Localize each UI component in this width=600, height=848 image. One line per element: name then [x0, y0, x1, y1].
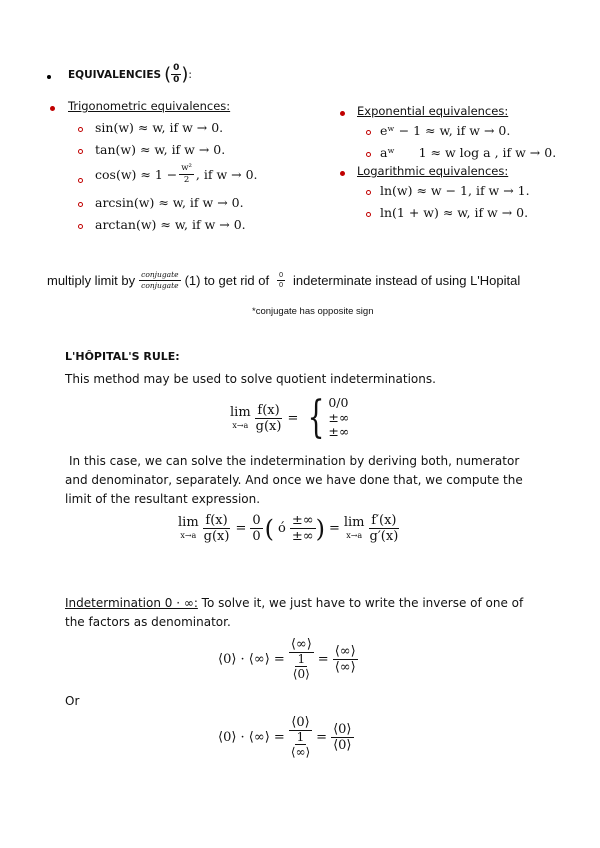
log-heading: Logarithmic equivalences:	[357, 164, 509, 178]
bullet	[78, 202, 83, 207]
indeterminate-label: Indetermination 0 · ∞:	[65, 596, 198, 610]
or-label: Or	[65, 694, 80, 708]
trig-item: tan(w) ≈ w, if w → 0.	[95, 142, 226, 157]
bullet	[366, 190, 371, 195]
equivalencies-heading: EQUIVALENCIES ( $\frac{0}{0}$ ) :	[68, 63, 192, 85]
bullet	[78, 149, 83, 154]
indeterminate-formula-1: ⟨0⟩ · ⟨∞⟩ = $\frac{⟨\infty⟩}{\frac{1}{⟨0⟩}}$ = $\frac{⟨\infty⟩}{⟨\infty⟩}$	[218, 637, 356, 681]
bullet	[78, 127, 83, 132]
bullet	[340, 111, 345, 116]
bullet	[340, 171, 345, 176]
trig-item: arcsin(w) ≈ w, if w → 0.	[95, 195, 244, 210]
lhopital-title: L'HÔPITAL'S RULE:	[65, 350, 180, 363]
trig-item-cos: cos(w) ≈ 1 − $\frac{\text{w²}}{2}$ , if w → 0.	[95, 163, 258, 185]
bullet	[366, 152, 371, 157]
trig-heading: Trigonometric equivalences:	[68, 99, 231, 113]
conjugate-fraction: $\frac{\text{conjugate}}{\text{conjugate}}$	[141, 270, 179, 290]
bullet	[78, 224, 83, 229]
expo-heading: Exponential equivalences:	[357, 104, 509, 118]
lhopital-formula-1: lim x→a $\frac{f(x)}{g(x)}$ = { 0/0 ±∞ ±∞	[230, 392, 350, 443]
bullet	[78, 178, 83, 183]
equivalencies-title: EQUIVALENCIES	[68, 68, 162, 81]
lhopital-intro: This method may be used to solve quotient indeterminations.	[65, 372, 436, 386]
bullet	[47, 75, 51, 79]
expo-item: aʷ 1 ≈ w log a , if w → 0.	[380, 145, 557, 160]
log-item: ln(1 + w) ≈ w, if w → 0.	[380, 205, 529, 220]
zero-over-zero: $\frac{0}{0}$	[279, 271, 284, 289]
indeterminate-paragraph: Indetermination 0 · ∞: To solve it, we just have to write the inverse of one of the factors as denominator.	[65, 596, 524, 629]
zero-over-zero: $\frac{0}{0}$	[173, 63, 180, 85]
trig-item: sin(w) ≈ w, if w → 0.	[95, 120, 224, 135]
indeterminate-formula-2: ⟨0⟩ · ⟨∞⟩ = $\frac{⟨0⟩}{\frac{1}{⟨\infty⟩}}$ = $\frac{⟨0⟩}{⟨0⟩}$	[218, 715, 352, 759]
bullet	[366, 130, 371, 135]
conjugate-note: *conjugate has opposite sign	[252, 306, 374, 317]
bullet	[50, 106, 55, 111]
trig-item: arctan(w) ≈ w, if w → 0.	[95, 217, 246, 232]
log-item: ln(w) ≈ w − 1, if w → 1.	[380, 183, 530, 198]
lhopital-paragraph: In this case, we can solve the indetermination by deriving both, numerator and denominator, separately. And once we have done that, we compute the limit of the resultant expression.	[65, 454, 523, 506]
bullet	[366, 212, 371, 217]
conjugate-line: multiply limit by $\frac{\text{conjugate}}{\text{conjugate}}$ (1) to get rid of $\frac{0}{0}$ indeterminate instead of using L'Hopital	[47, 270, 521, 290]
lhopital-formula-2: lim x→a $\frac{f(x)}{g(x)}$ = $\frac{0}{0}$ ( ó $\frac{\pm\infty}{\pm\infty}$ ) = lim x→a $\frac{f'(x)}{g'(x)}$	[178, 513, 399, 544]
expo-item: eʷ − 1 ≈ w, if w → 0.	[380, 123, 511, 138]
